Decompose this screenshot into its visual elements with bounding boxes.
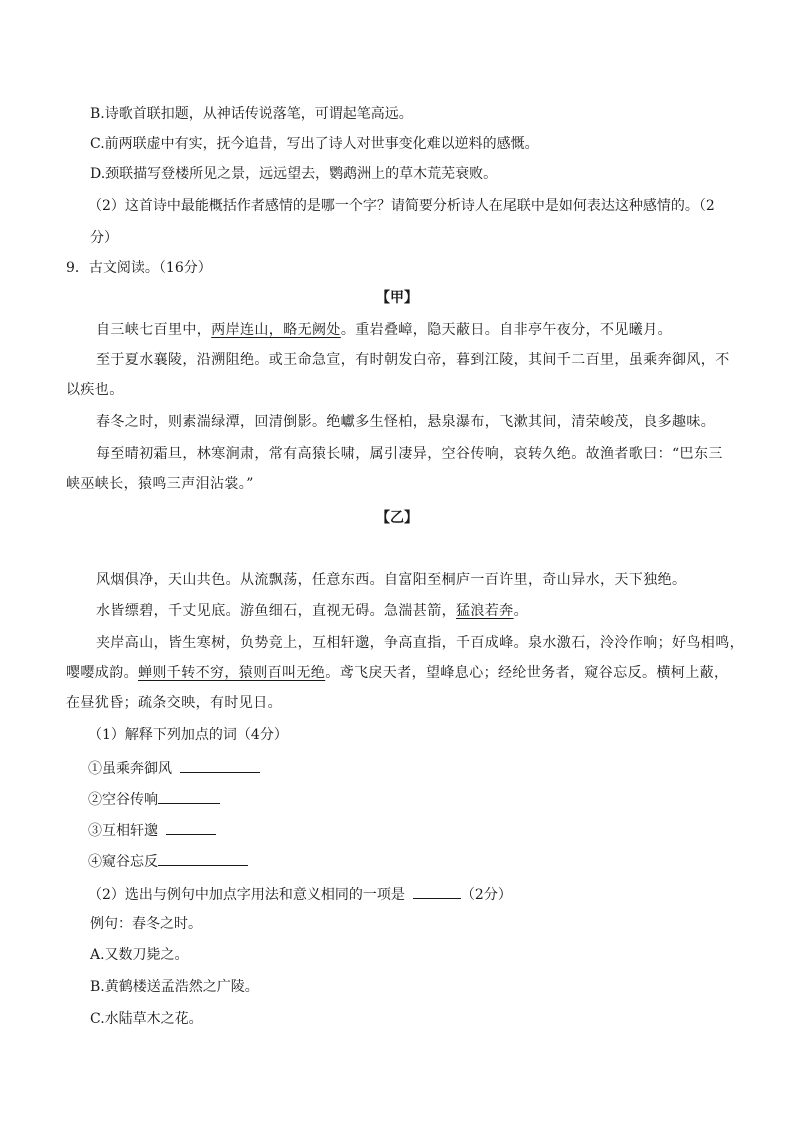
passage-yi-p2-text: 水皆缥碧，千丈见底。游鱼细石，直视无碍。急湍甚箭，: [96, 603, 456, 619]
passage-yi-heading: 【乙】: [376, 510, 418, 526]
passage-yi-p3-cont: [66, 663, 728, 683]
word-item-1: [88, 758, 260, 779]
answer-blank[interactable]: [180, 758, 260, 773]
q9-sub2-option-a: A.又数刀毙之。: [90, 947, 189, 963]
q9-title: 9．古文阅读。（16分）: [66, 260, 212, 276]
passage-yi-p3-end: 在昼犹昏；疏条交映，有时见日。: [66, 695, 282, 711]
underlined-phrase: 蝉则千转不穷，猿则百叫无绝: [138, 665, 326, 681]
q8-option-d: D.颈联描写登楼所见之景，远远望去，鹦鹉洲上的草木荒芜衰败。: [90, 166, 498, 182]
passage-jia-p4: 每至晴初霜旦，林寒涧肃，常有高猿长啸，属引凄异，空谷传响，哀转久绝。故渔者歌曰：“巴东三: [96, 446, 723, 462]
word-item-2: [88, 789, 220, 810]
q9-subquestion-2-score: （2分）: [460, 887, 512, 903]
answer-blank[interactable]: [158, 851, 248, 866]
answer-blank[interactable]: [413, 884, 461, 899]
passage-yi-p3-text-rest: 。鸢飞戾天者，望峰息心；经纶世务者，窥谷忘反。横柯上蔽，: [325, 665, 729, 681]
passage-jia-p1: [96, 320, 672, 340]
passage-jia-p1-text: 自三峡七百里中，: [96, 322, 212, 338]
answer-blank[interactable]: [158, 789, 220, 804]
passage-jia-p4-cont: 峡巫峡长，猿鸣三声泪沾裳。”: [66, 476, 254, 492]
passage-yi-p1: 风烟俱净，天山共色。从流飘荡，任意东西。自富阳至桐庐一百许里，奇山异水，天下独绝。: [96, 572, 687, 588]
passage-jia-p2-cont: 以疾也。: [66, 382, 124, 398]
q8-subquestion-2-cont: 分）: [90, 230, 118, 246]
q9-subquestion-1: （1）解释下列加点的词（4分）: [88, 727, 288, 743]
q9-subquestion-2: [88, 884, 512, 905]
underlined-phrase: 猛浪若奔: [456, 603, 514, 619]
passage-jia-p3: 春冬之时，则素湍绿潭，回清倒影。绝巘多生怪柏，悬泉瀑布，飞漱其间，清荣峻茂，良多趣味。: [96, 414, 716, 430]
passage-jia-p1-text-rest: 。重岩叠嶂，隐天蔽日。自非亭午夜分，不见曦月。: [340, 322, 673, 338]
word-item-4: [88, 851, 248, 872]
example-sentence: 例句：春冬之时。: [90, 916, 202, 932]
q9-sub2-option-c: C.水陆草木之花。: [90, 1011, 203, 1027]
q8-subquestion-2: （2）这首诗中最能概括作者感情的是哪一个字？请简要分析诗人在尾联中是如何表达这种感情的。（2: [88, 198, 715, 214]
word-item-3-label: ③互相轩邈: [88, 823, 158, 839]
passage-yi-p3: 夹岸高山，皆生寒树，负势竞上，互相轩邈，争高直指，千百成峰。泉水激石，泠泠作响；好鸟相鸣，: [96, 635, 744, 651]
q8-option-c: C.前两联虚中有实，抚今追昔，写出了诗人对世事变化难以逆料的感慨。: [90, 136, 539, 152]
word-item-2-label: ②空谷传响: [88, 792, 158, 808]
underlined-phrase: 两岸连山，略无阙处: [211, 322, 341, 338]
answer-blank[interactable]: [166, 820, 216, 835]
passage-yi-p2-text-rest: 。: [513, 603, 529, 619]
passage-jia-heading: 【甲】: [376, 290, 418, 306]
q9-subquestion-2-text: （2）选出与例句中加点字用法和意义相同的一项是: [88, 887, 405, 903]
word-item-1-label: ①虽乘奔御风: [88, 761, 172, 777]
passage-yi-p2: [96, 601, 528, 621]
passage-yi-p3-text: 嘤嘤成韵。: [66, 665, 138, 681]
q8-option-b: B.诗歌首联扣题，从神话传说落笔，可谓起笔高远。: [90, 106, 413, 122]
word-item-3: [88, 820, 216, 841]
q9-sub2-option-b: B.黄鹤楼送孟浩然之广陵。: [90, 979, 259, 995]
passage-jia-p2: 至于夏水襄陵，沿溯阻绝。或王命急宣，有时朝发白帝，暮到江陵，其间千二百里，虽乘奔御风，不: [96, 352, 730, 368]
word-item-4-label: ④窥谷忘反: [88, 854, 158, 870]
